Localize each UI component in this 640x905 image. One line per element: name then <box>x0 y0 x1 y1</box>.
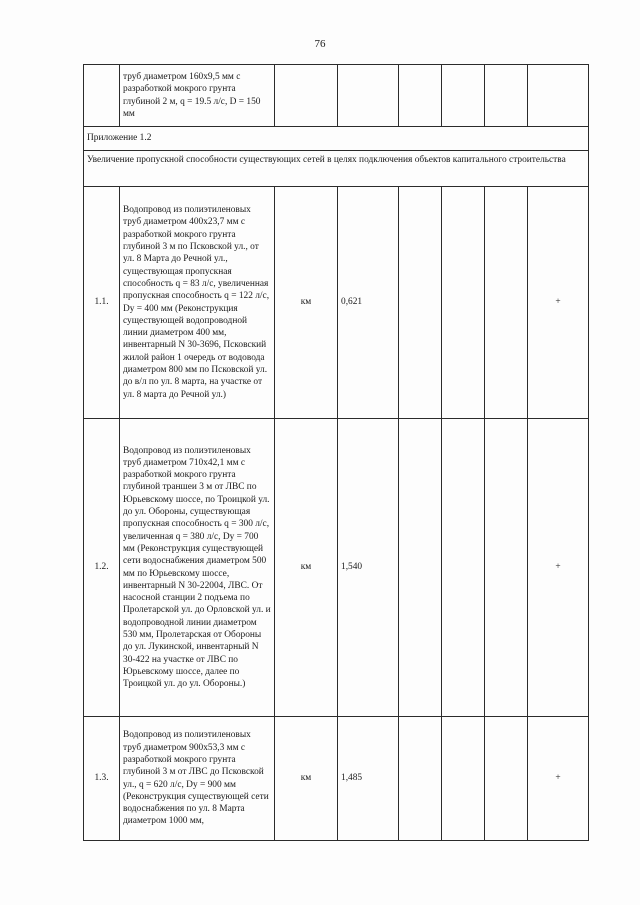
empty-cell <box>485 187 528 419</box>
row-mark: + <box>528 717 589 841</box>
row-description: труб диаметром 160х9,5 мм с разработкой мокрого грунта глубиной 2 м, q = 19.5 л/с, D = 150 мм <box>120 65 275 127</box>
table-row <box>84 717 589 841</box>
row-number: 1.3. <box>84 717 120 841</box>
empty-cell <box>442 419 485 717</box>
row-mark: + <box>528 419 589 717</box>
empty-cell <box>442 717 485 841</box>
empty-cell <box>399 187 442 419</box>
unit-cell <box>275 65 338 127</box>
row-number: 1.1. <box>84 187 120 419</box>
section-row <box>84 151 589 187</box>
row-unit: км <box>275 419 338 717</box>
row-quantity: 1,485 <box>338 717 399 841</box>
empty-cell <box>485 717 528 841</box>
empty-cell <box>399 65 442 127</box>
table-row <box>84 419 589 717</box>
row-quantity: 1,540 <box>338 419 399 717</box>
row-unit: км <box>275 187 338 419</box>
row-number: 1.2. <box>84 419 120 717</box>
empty-cell <box>399 419 442 717</box>
empty-cell <box>442 187 485 419</box>
investment-table <box>83 64 589 841</box>
table-row <box>84 65 589 127</box>
row-quantity: 0,621 <box>338 187 399 419</box>
section-title: Увеличение пропускной способности существующих сетей в целях подключения объектов капитального строительства <box>84 151 589 187</box>
empty-cell <box>485 419 528 717</box>
row-mark: + <box>528 187 589 419</box>
page-number: 76 <box>314 38 326 50</box>
appendix-title: Приложение 1.2 <box>84 127 589 151</box>
quantity-cell <box>338 65 399 127</box>
row-unit: км <box>275 717 338 841</box>
row-description: Водопровод из полиэтиленовых труб диаметром 400х23,7 мм с разработкой мокрого грунта глубиной 3 м по Псковской ул., от ул. 8 Марта до Речной ул., существующая пропускная способность q = 83 л/с, увеличенная пропускная способность q = 122 л/с, Dy = 400 мм (Реконструкция существующей водопроводной линии диаметром 400 мм, инвентарный N 30-3696, Псковский жилой район 1 очередь от водовода диаметром 800 мм по Псковской ул. до в/л по ул. 8 марта, на участке от ул. 8 марта до Речной ул.) <box>120 187 275 419</box>
appendix-row <box>84 127 589 151</box>
empty-cell <box>485 65 528 127</box>
row-description: Водопровод из полиэтиленовых труб диаметром 900х53,3 мм с разработкой мокрого грунта глубиной 3 м от ЛВС до Псковской ул., q = 620 л/с, Dy = 900 мм (Реконструкция существующей сети водоснабжения по ул. 8 Марта диаметром 1000 мм, <box>120 717 275 841</box>
row-description: Водопровод из полиэтиленовых труб диаметром 710х42,1 мм с разработкой мокрого грунта глубиной траншеи 3 м от ЛВС по Юрьевскому шоссе, по Троицкой ул. до ул. Обороны, существующая пропускная способность q = 300 л/с, увеличенная q = 380 л/с, Dy = 700 мм (Реконструкция существующей сети водоснабжения диаметром 500 мм по Юрьевскому шоссе, инвентарный N 30-22004, ЛВС. От насосной станции 2 подъема по Пролетарской ул. до Орловской ул. и водопроводной линии диаметром 530 мм, Пролетарская от Обороны до ул. Лукинской, инвентарный N 30-422 на участке от ЛВС по Юрьевскому шоссе, далее по Троицкой ул. до ул. Обороны.) <box>120 419 275 717</box>
table-row <box>84 187 589 419</box>
empty-cell <box>399 717 442 841</box>
row-number-cell <box>84 65 120 127</box>
empty-cell <box>442 65 485 127</box>
mark-cell <box>528 65 589 127</box>
